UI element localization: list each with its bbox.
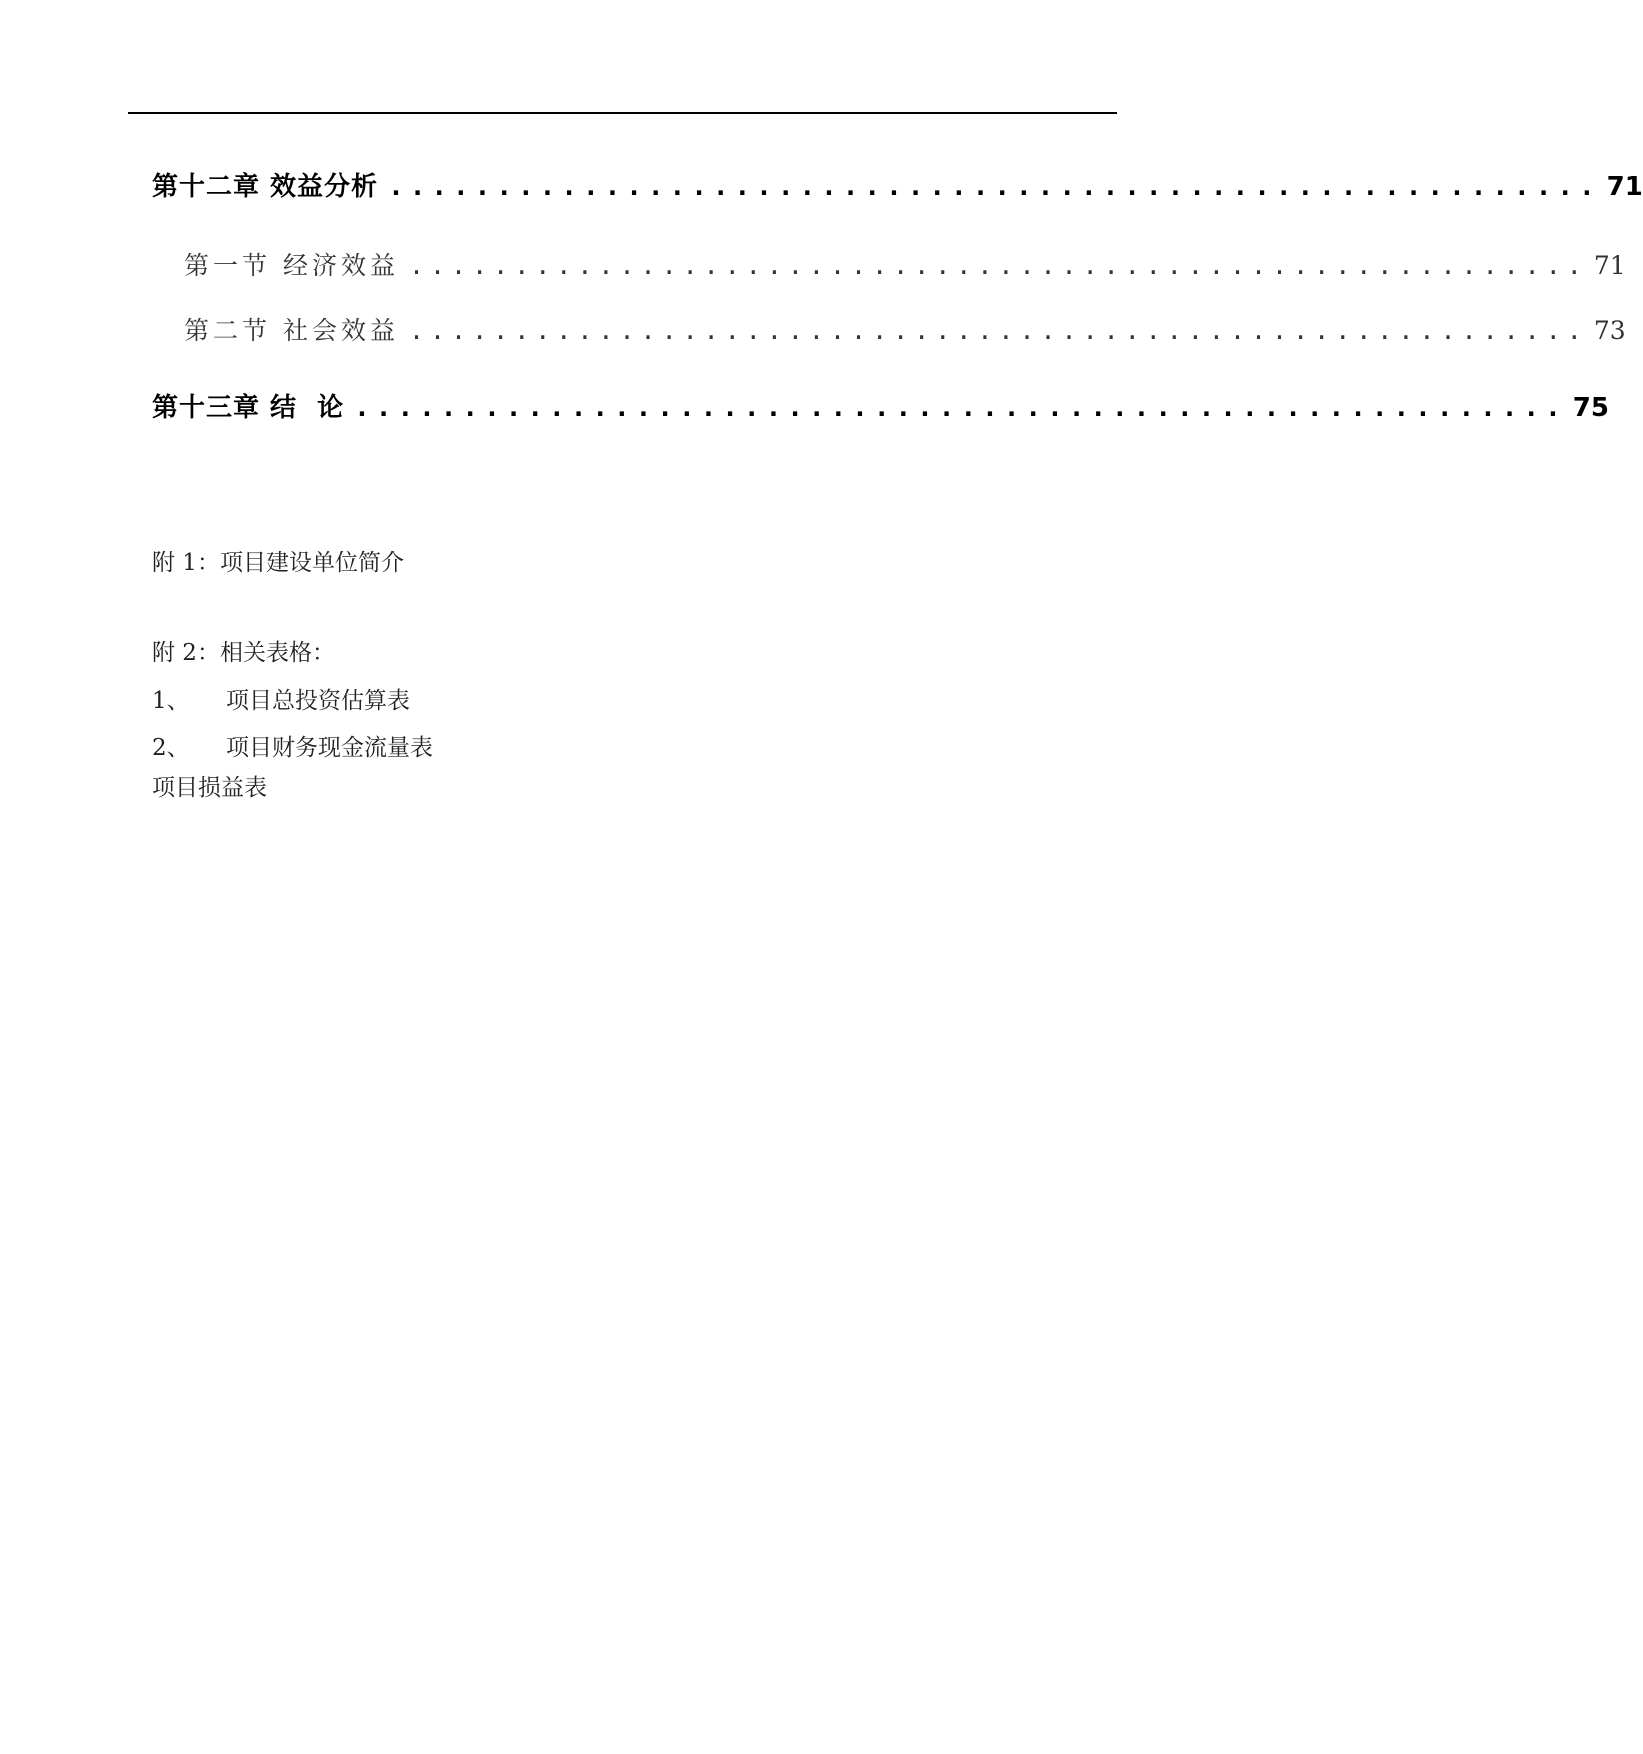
toc-page-number: 71 — [1593, 251, 1626, 280]
toc-leader-dots: ........................................................ — [408, 316, 1588, 345]
toc-entry-section-2[interactable] — [184, 311, 1626, 347]
header-rule — [128, 112, 1117, 114]
toc-entry-chapter-13[interactable] — [152, 387, 1609, 424]
list-item — [152, 729, 433, 762]
toc-leader-dots: ........................................................ — [388, 172, 1601, 202]
appendix-2: 附 2：相关表格： — [152, 640, 335, 666]
toc-entry-chapter-12[interactable] — [152, 166, 1643, 203]
toc-entry-label: 第十二章 效益分析 — [152, 172, 379, 202]
toc-page-number: 71 — [1606, 172, 1643, 202]
toc-page-number: 75 — [1572, 393, 1609, 423]
toc-entry-label: 第十三章 结 论 — [152, 393, 345, 423]
appendix-extra-item: 项目损益表 — [152, 775, 267, 801]
toc-entry-label: 第一节 经济效益 — [184, 251, 399, 280]
toc-page-number: 73 — [1593, 316, 1626, 345]
list-item-number: 1、 — [152, 688, 190, 714]
toc-leader-dots: ........................................................ — [408, 251, 1588, 280]
toc-entry-label: 第二节 社会效益 — [184, 316, 399, 345]
list-item-text: 项目财务现金流量表 — [226, 735, 433, 761]
toc-entry-section-1[interactable] — [184, 246, 1626, 282]
list-item — [152, 682, 410, 715]
appendix-1: 附 1：项目建设单位简介 — [152, 550, 404, 576]
list-item-text: 项目总投资估算表 — [226, 688, 410, 714]
toc-leader-dots: ........................................................ — [354, 393, 1567, 423]
list-item-number: 2、 — [152, 735, 190, 761]
